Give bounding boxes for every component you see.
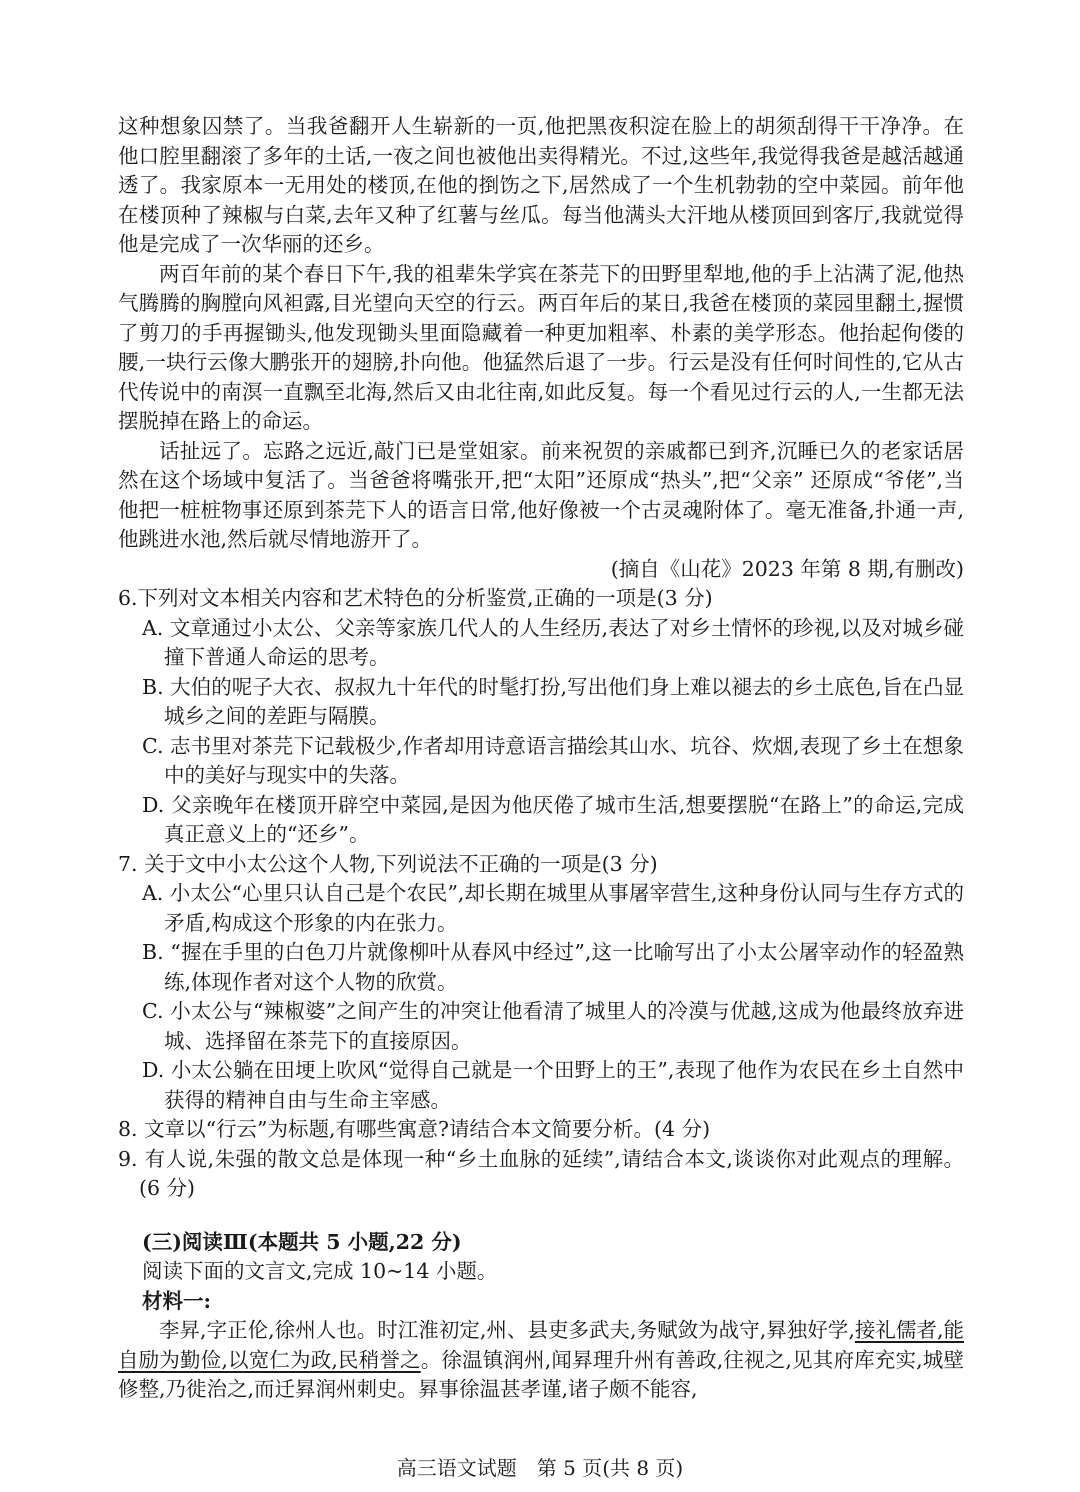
question-7-option-b: B. “握在手里的白色刀片就像柳叶从春风中经过”,这一比喻写出了小太公屠宰动作的轻盈熟练,体现作者对这个人物的欣赏。 xyxy=(142,940,964,994)
question-9-stem: 9. 有人说,朱强的散文总是体现一种“乡土血脉的延续”,请结合本文,谈谈你对此观点的理解。(6 分) xyxy=(118,1146,964,1200)
material-title: 材料一: xyxy=(142,1288,212,1313)
material-text: 。徐温镇润州,闻昪理升州有善政,往视之,见其府库充实,城壁修整,乃徙治之,而迁昪润州刺史。昪事徐温甚孝谨,诸子颇不能容, xyxy=(118,1347,964,1401)
page-footer: 高三语文试题 第 5 页(共 8 页) xyxy=(396,1456,684,1480)
question-6-option-b: B. 大伯的呢子大衣、叔叔九十年代的时髦打扮,写出他们身上难以褪去的乡土底色,旨在凸显城乡之间的差距与隔膜。 xyxy=(142,674,964,728)
question-6-option-a: A. 文章通过小太公、父亲等家族几代人的人生经历,表达了对乡土情怀的珍视,以及对城乡碰撞下普通人命运的思考。 xyxy=(142,615,964,669)
passage-paragraph: 两百年前的某个春日下午,我的祖辈朱学宾在茶芫下的田野里犁地,他的手上沾满了泥,他热气腾腾的胸膛向风袒露,目光望向天空的行云。两百年后的某日,我爸在楼顶的菜园里翻土,握惯了剪刀的手再握锄头,他发现锄头里面隐藏着一种更加粗率、朴素的美学形态。他抬起佝偻的腰,一块行云像大鹏张开的翅膀,扑向他。他猛然后退了一步。行云是没有任何时间性的,它从古代传说中的南溟一直飘至北海,然后又由北往南,如此反复。每一个看见过行云的人,一生都无法摆脱掉在路上的命运。 xyxy=(118,261,964,433)
material-paragraph xyxy=(118,1316,964,1405)
page-content xyxy=(118,112,964,1405)
underlined-sentence: 接礼儒者,能自励为勤俭,以宽仁为政,民稍誉之 xyxy=(118,1318,964,1372)
question-6-option-d: D. 父亲晚年在楼顶开辟空中菜园,是因为他厌倦了城市生活,想要摆脱“在路上”的命运,完成真正意义上的“还乡”。 xyxy=(142,792,964,846)
question-7-option-c: C. 小太公与“辣椒婆”之间产生的冲突让他看清了城里人的冷漠与优越,这成为他最终放弃进城、选择留在茶芫下的直接原因。 xyxy=(142,999,964,1053)
section-instruction: 阅读下面的文言文,完成 10~14 小题。 xyxy=(142,1259,498,1283)
question-8-stem: 8. 文章以“行云”为标题,有哪些寓意?请结合本文简要分析。(4 分) xyxy=(118,1117,711,1141)
section-title: (三)阅读Ⅲ(本题共 5 小题,22 分) xyxy=(142,1229,462,1254)
passage-paragraph: 这种想象囚禁了。当我爸翻开人生崭新的一页,他把黑夜积淀在脸上的胡须刮得干干净净。在他口腔里翻滚了多年的土话,一夜之间也被他出卖得精光。不过,这些年,我觉得我爸是越活越通透了。我家原本一无用处的楼顶,在他的捯饬之下,居然成了一个生机勃勃的空中菜园。前年他在楼顶种了辣椒与白菜,去年又种了红薯与丝瓜。每当他满头大汗地从楼顶回到客厅,我就觉得他是完成了一次华丽的还乡。 xyxy=(118,114,964,256)
question-6-option-c: C. 志书里对茶芫下记载极少,作者却用诗意语言描绘其山水、坑谷、炊烟,表现了乡土在想象中的美好与现实中的失落。 xyxy=(142,733,964,787)
source-note: (摘自《山花》2023 年第 8 期,有删改) xyxy=(610,556,964,581)
passage-paragraph: 话扯远了。忘路之远近,敲门已是堂姐家。前来祝贺的亲戚都已到齐,沉睡已久的老家话居然在这个场域中复活了。当爸爸将嘴张开,把“太阳”还原成“热头”,把“父亲” 还原成“爷佬”,当他把一桩桩物事还原到茶芫下人的语言日常,他好像被一个古灵魂附体了。毫无准备,扑通一声,他跳进水池,然后就尽情地游开了。 xyxy=(118,438,964,551)
material-text: 李昇,字正伦,徐州人也。时江淮初定,州、县吏多武夫,务赋敛为战守,昪独好学, xyxy=(159,1318,855,1342)
question-6-stem: 6.下列对文本相关内容和艺术特色的分析鉴赏,正确的一项是(3 分) xyxy=(118,586,713,610)
question-7-option-a: A. 小太公“心里只认自己是个农民”,却长期在城里从事屠宰营生,这种身份认同与生存方式的矛盾,构成这个形象的内在张力。 xyxy=(142,881,964,935)
question-7-option-d: D. 小太公躺在田埂上吹风“觉得自己就是一个田野上的王”,表现了他作为农民在乡土自然中获得的精神自由与生命主宰感。 xyxy=(142,1058,964,1112)
question-7-stem: 7. 关于文中小太公这个人物,下列说法不正确的一项是(3 分) xyxy=(118,851,658,876)
